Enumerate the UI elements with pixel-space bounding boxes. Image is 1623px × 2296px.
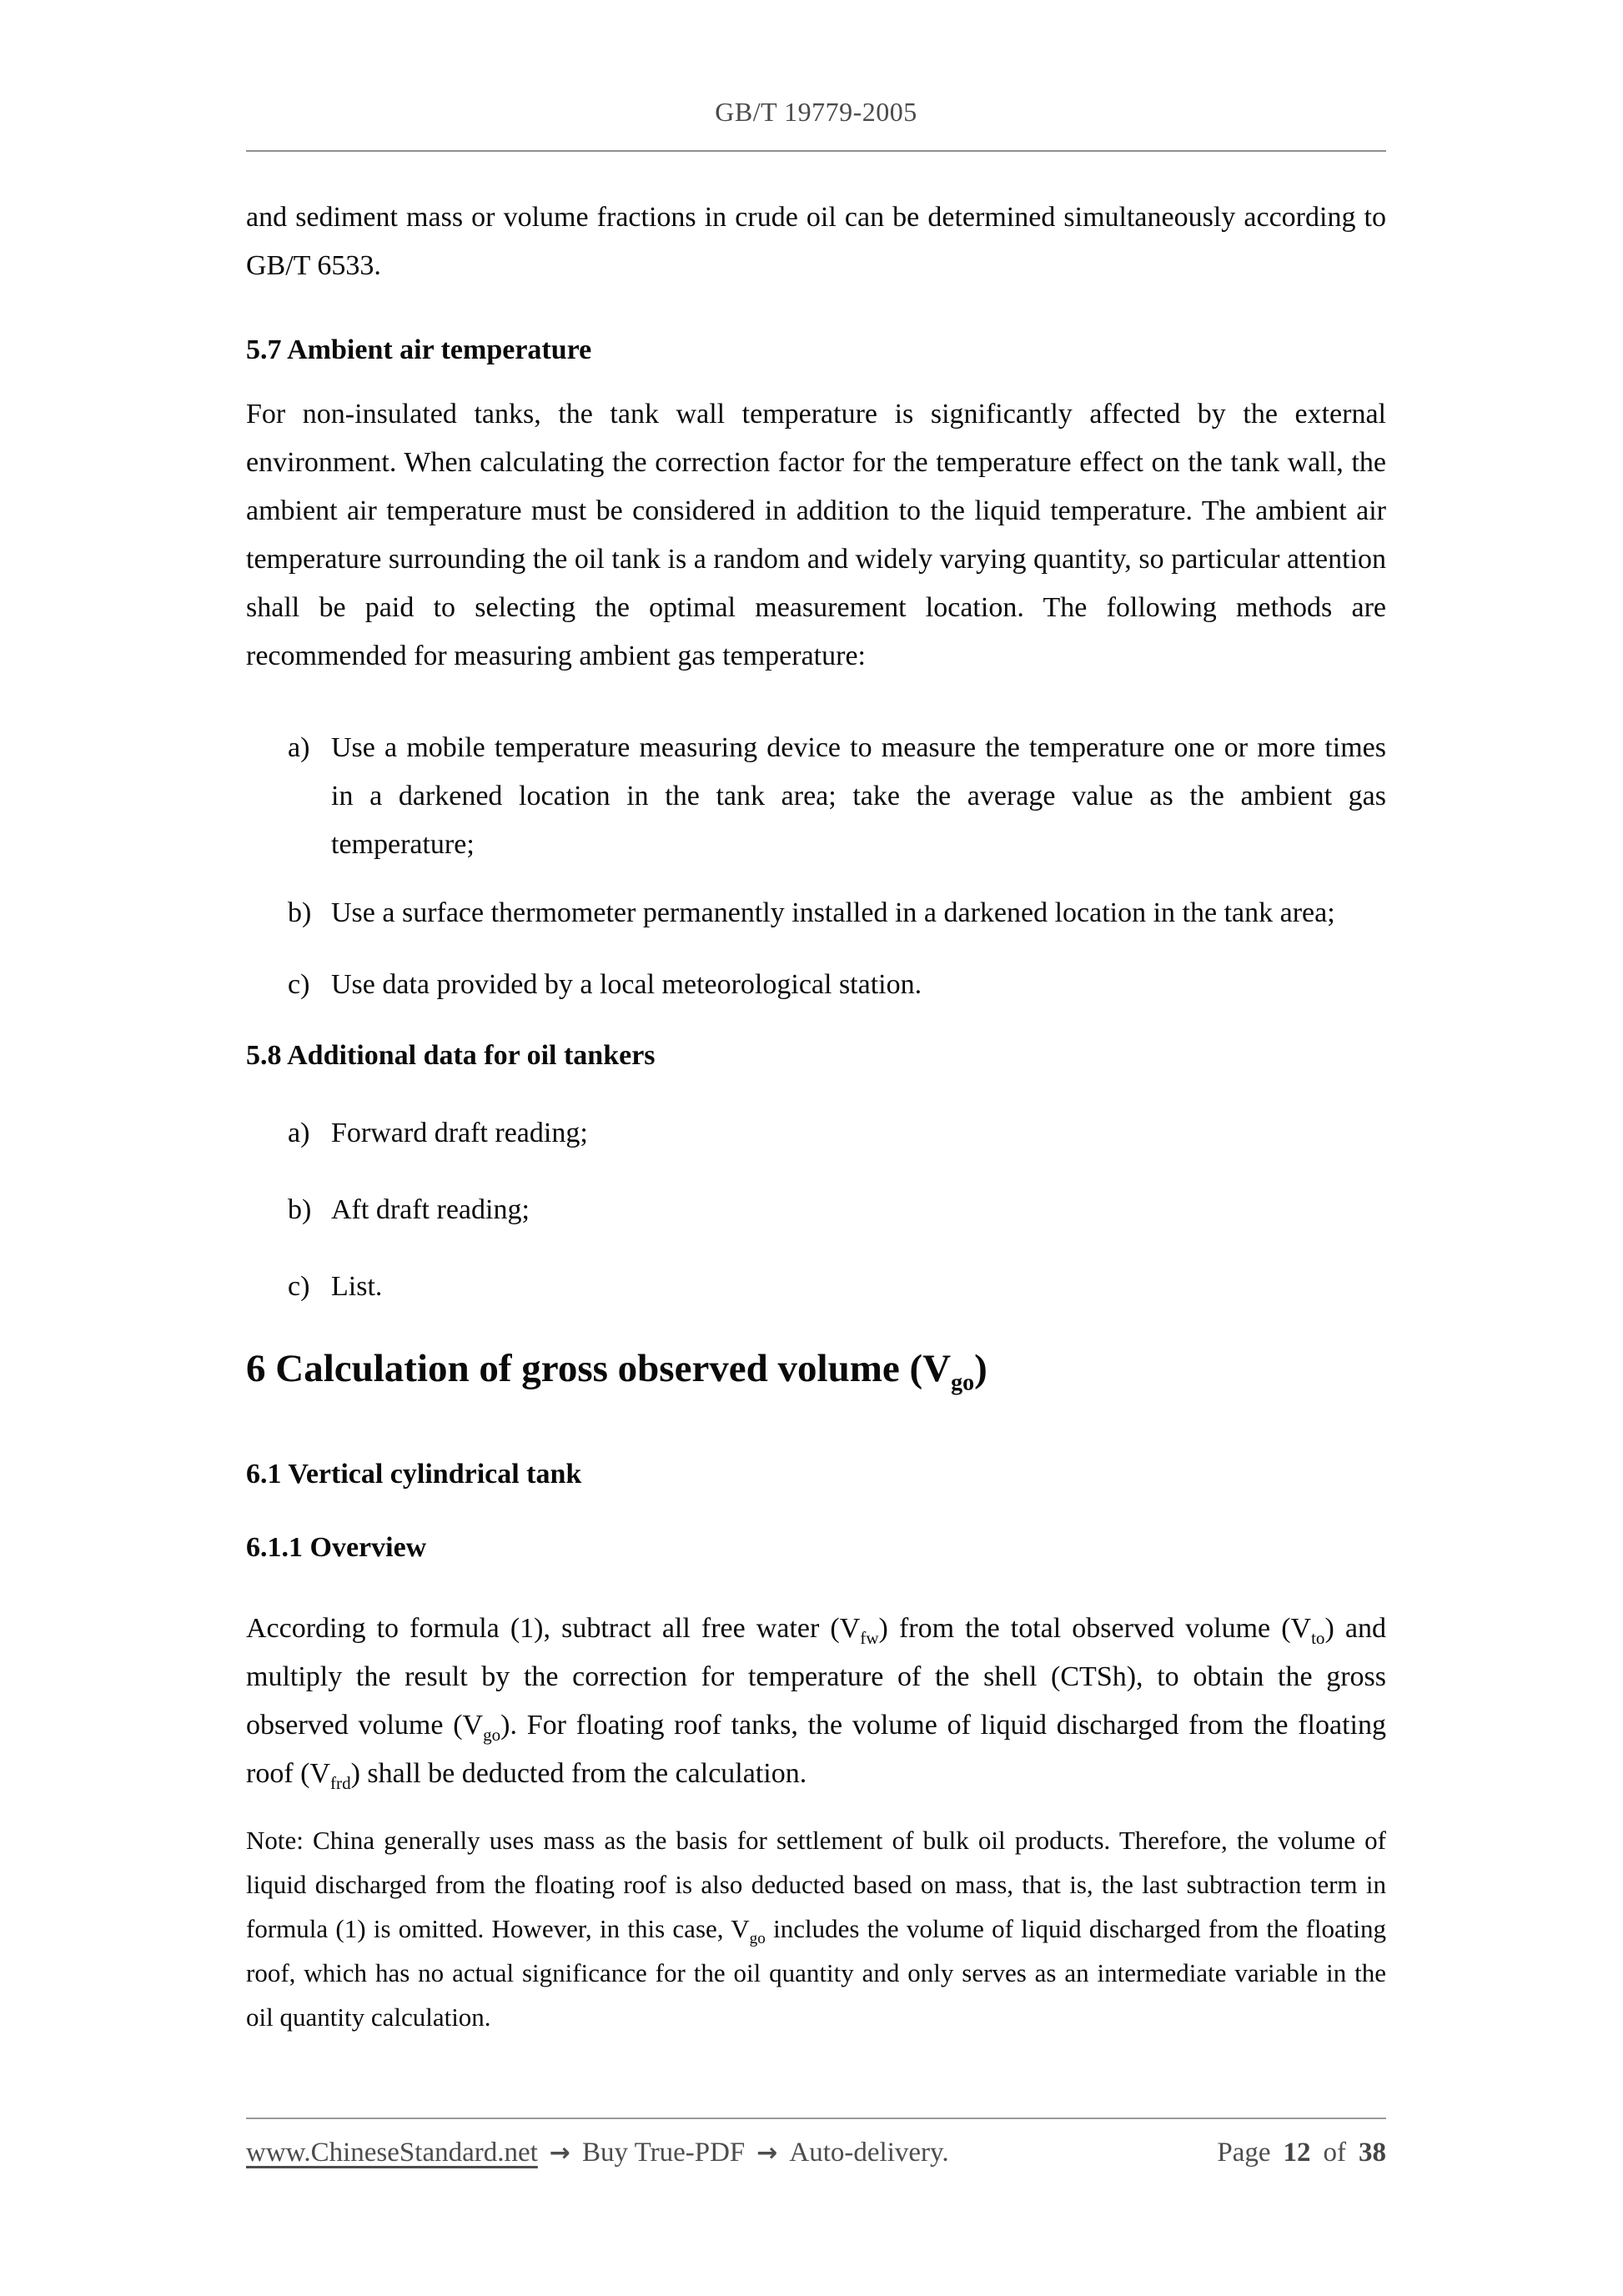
overview-paragraph — [246, 1605, 1386, 1798]
subscript-frd: frd — [330, 1772, 351, 1793]
list-item-5-8-b — [246, 1186, 1386, 1234]
list-marker: b) — [288, 1194, 312, 1225]
subscript-to: to — [1311, 1627, 1325, 1648]
auto-delivery-label: Auto-delivery. — [789, 2138, 949, 2168]
section-6-heading-subscript: go — [951, 1369, 975, 1396]
section-5-7-paragraph: For non-insulated tanks, the tank wall temperature is significantly affected by the external environment. When calculating the correction factor for the temperature effect on the tank wall, the ambient air temperature must be considered in addition to the liquid temperature. The ambient air temperature surrounding the oil tank is a random and widely varying quantity, so particular attention shall be paid to selecting the optimal measurement location. The following methods are recommended for measuring ambient gas temperature: — [246, 399, 1386, 671]
section-5-8-heading: 5.8 Additional data for oil tankers — [246, 1040, 656, 1071]
of-label: of — [1323, 2138, 1346, 2168]
document-header-title: GB/T 19779-2005 — [715, 97, 917, 127]
note-text: Note: China generally uses mass as the basis for settlement of bulk oil products. Therefore, the volume of liquid discharged from the floating roof is also deducted based on mass, that is, the last subtraction term in formula (1) is omitted. However, in this case, V — [246, 1826, 1386, 1943]
page-total-number: 38 — [1359, 2138, 1386, 2168]
section-6-1-heading: 6.1 Vertical cylindrical tank — [246, 1459, 582, 1490]
section-5-7-heading: 5.7 Ambient air temperature — [246, 334, 592, 365]
paragraph-text: ). For floating roof tanks, the volume of liquid discharged from the floating roof (V — [246, 1710, 1386, 1789]
list-marker: b) — [288, 897, 312, 928]
header-divider — [246, 150, 1386, 152]
paragraph-text: ) from the total observed volume (V — [878, 1613, 1312, 1644]
paragraph-text: ) and multiply the result by the correction for temperature of the shell (CTSh), to obtain the gross observed volume (V — [246, 1613, 1386, 1741]
section-6-heading-close: ) — [974, 1347, 987, 1390]
buy-true-pdf-label: Buy True-PDF — [581, 2138, 746, 2168]
list-marker: a) — [288, 732, 310, 763]
section-6-heading-text: 6 Calculation of gross observed volume (V — [246, 1347, 952, 1390]
page-current-number: 12 — [1283, 2138, 1311, 2168]
right-arrow-icon: → — [756, 2138, 778, 2168]
list-text: Use a mobile temperature measuring device to measure the temperature one or more times in a darkened location in the tank area; take the average value as the ambient gas temperature; — [331, 732, 1386, 860]
footer-row — [246, 2138, 1386, 2168]
right-arrow-icon: → — [549, 2138, 570, 2168]
list-marker: c) — [288, 1271, 310, 1302]
note-text: includes the volume of liquid discharged from the floating roof, which has no actual significance for the oil quantity and only serves as an intermediate variable in the oil quantity calculation. — [246, 1914, 1386, 2032]
list-item-5-7-b — [246, 889, 1386, 937]
page-label: Page — [1217, 2138, 1271, 2168]
list-text: Use a surface thermometer permanently installed in a darkened location in the tank area; — [331, 897, 1335, 928]
list-item-5-8-c — [246, 1263, 1386, 1311]
list-item-5-8-a — [246, 1109, 1386, 1158]
list-text: Use data provided by a local meteorological station. — [331, 969, 922, 1000]
footer-left-group — [246, 2138, 949, 2168]
list-item-5-7-a — [246, 724, 1386, 869]
list-marker: c) — [288, 969, 310, 1000]
subscript-go: go — [483, 1724, 501, 1745]
list-item-5-7-c — [246, 961, 1386, 1009]
section-6-1-1-heading: 6.1.1 Overview — [246, 1532, 427, 1563]
subscript-go: go — [749, 1930, 766, 1948]
intro-paragraph: and sediment mass or volume fractions in crude oil can be determined simultaneously according to GB/T 6533. — [246, 202, 1386, 281]
page-indicator — [1217, 2138, 1386, 2168]
paragraph-text: ) shall be deducted from the calculation. — [350, 1758, 807, 1789]
list-text: Forward draft reading; — [331, 1118, 588, 1148]
note-paragraph — [246, 1818, 1386, 2039]
footer-divider — [246, 2118, 1386, 2119]
list-text: Aft draft reading; — [331, 1194, 530, 1225]
list-text: List. — [331, 1271, 383, 1302]
section-6-heading — [246, 1344, 1386, 1396]
footer — [246, 2118, 1386, 2168]
subscript-fw: fw — [860, 1627, 879, 1648]
paragraph-text: According to formula (1), subtract all free water (V — [246, 1613, 861, 1644]
website-link[interactable]: www.ChineseStandard.net — [246, 2138, 538, 2168]
list-marker: a) — [288, 1118, 310, 1148]
